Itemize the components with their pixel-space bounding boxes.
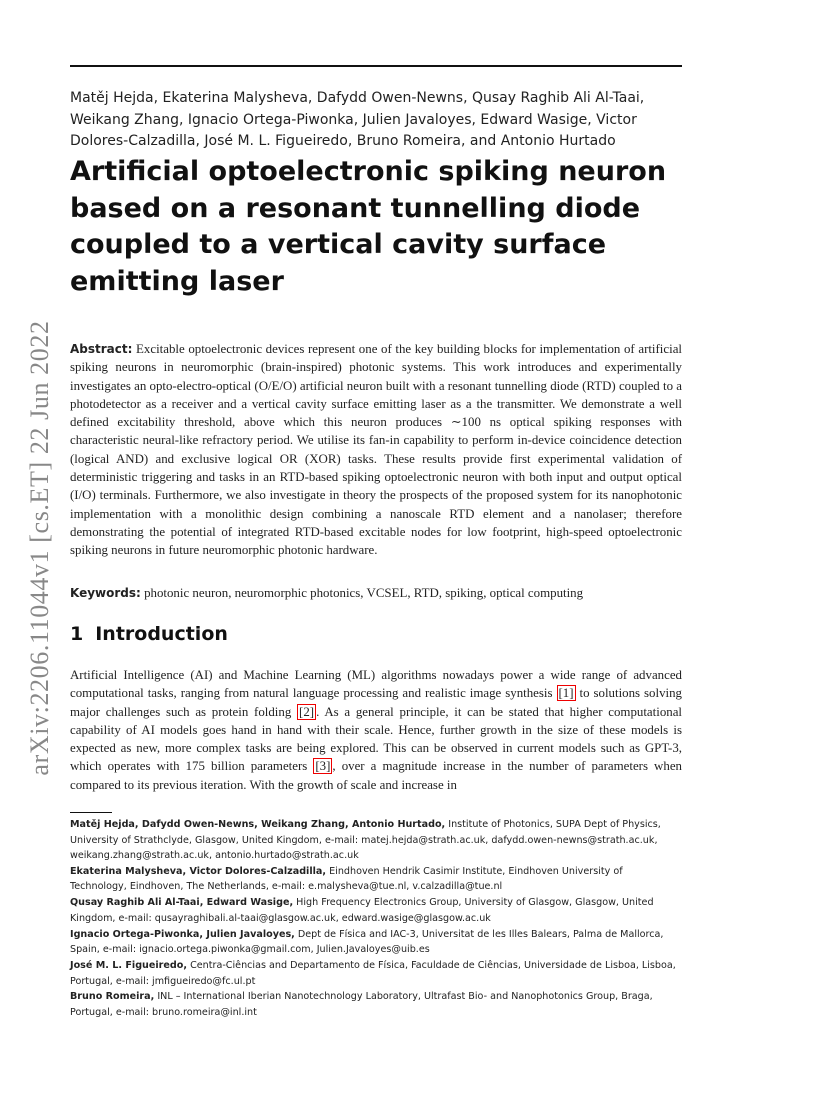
footnote-affiliation — [70, 927, 682, 958]
footnote-names: José M. L. Figueiredo, — [70, 960, 188, 972]
footnote-affiliation — [70, 864, 682, 895]
header-rule — [70, 65, 682, 67]
intro-text-4: , over a magnitude increase in the number of parameters when compared to its previous iteration. With the growth of scale and increase in — [70, 759, 682, 792]
citation-link-2[interactable]: [2] — [299, 704, 315, 719]
section-heading — [70, 623, 228, 645]
intro-text-2: to solutions solving major challenges such as protein folding — [70, 686, 682, 719]
footnote-rule — [70, 812, 112, 813]
paper-title: Artificial optoelectronic spiking neuron based on a resonant tunnelling diode coupled to a vertical cavity surface emitting laser — [70, 156, 667, 297]
intro-text-3: . As a general principle, it can be stated that higher computational capability of AI models goes hand in hand with their scale. Hence, further growth in the size of these models is expected as new, more complex tasks are being explored. This can be observed in current models such as GPT-3, which operates with 175 billion parameters — [70, 704, 683, 774]
keywords-label: Keywords: — [70, 586, 141, 600]
abstract-text: Excitable optoelectronic devices represent one of the key building blocks for implementation of artificial spiking neurons in neuromorphic (brain-inspired) photonic systems. This work introduces and experimentally investigates an opto-electro-optical (O/E/O) artificial neuron built with a resonant tunnelling diode (RTD) coupled to a photodetector as a receiver and a vertical cavity surface emitting laser as a the transmitter. We demonstrate a well defined excitability threshold, above which this neuron produces ∼100 ns optical spiking responses with characteristic neural-like refractory period. We utilise its fan-in capability to perform in-device coincidence detection (logical AND) and exclusive logical OR (XOR) tasks. These results provide first experimental validation of deterministic triggering and tasks in an RTD-based spiking optoelectronic neuron with both input and output optical (I/O) terminals. Furthermore, we also investigate in theory the prospects of the proposed system for its nanophotonic implementation with a monolithic design combining a nanoscale RTD element and a nanolaser; therefore demonstrating the potential of integrated RTD-based excitable nodes for low footprint, high-speed optoelectronic spiking neurons in future neuromorphic photonic hardware. — [70, 342, 682, 558]
section-number: 1 — [70, 623, 84, 645]
footnote-names: Matěj Hejda, Dafydd Owen-Newns, Weikang Zhang, Antonio Hurtado, — [70, 819, 446, 830]
footnote-text: Dept de Física and IAC-3, Universitat de les Illes Balears, Palma de Mallorca, Spain, e-mail: ignacio.ortega.piwonka@gmail.com, Julien.Javaloyes@uib.es — [70, 928, 664, 956]
intro-paragraph — [70, 666, 682, 794]
abstract-label: Abstract: — [70, 342, 133, 356]
citation-link-1[interactable]: [1] — [558, 686, 574, 701]
footnote-affiliation — [70, 895, 682, 926]
footnote-affiliation — [70, 958, 682, 989]
footnote-text: Eindhoven Hendrik Casimir Institute, Eindhoven University of Technology, Eindhoven, The Netherlands, e-mail: e.malysheva@tue.nl, v.calzadilla@tue.nl — [70, 865, 623, 893]
affiliations-footnotes — [70, 817, 682, 1021]
footnote-affiliation — [70, 817, 682, 864]
arxiv-identifier[interactable]: arXiv:2206.11044v1 [cs.ET] 22 Jun 2022 — [25, 320, 54, 776]
section-title: Introduction — [95, 623, 228, 645]
footnote-names: Ignacio Ortega-Piwonka, Julien Javaloyes, — [70, 928, 295, 940]
footnote-text: High Frequency Electronics Group, University of Glasgow, Glasgow, United Kingdom, e-mail: qusayraghibali.al-taai@glasgow.ac.uk, edward.wasige@glasgow.ac.uk — [70, 897, 654, 924]
keywords — [70, 584, 682, 602]
footnote-names: Bruno Romeira, — [70, 991, 155, 1003]
citation-link-3[interactable]: [3] — [315, 759, 331, 774]
footnote-text: INL – International Iberian Nanotechnology Laboratory, Ultrafast Bio- and Nanophotonics Group, Braga, Portugal, e-mail: bruno.romeira@inl.int — [70, 991, 653, 1018]
footnote-text: Centra-Ciências and Departamento de Física, Faculdade de Ciências, Universidade de Lisboa, Lisboa, Portugal, e-mail: jmfigueiredo@fc.ul.pt — [70, 960, 676, 987]
keywords-text: photonic neuron, neuromorphic photonics, VCSEL, RTD, spiking, optical computing — [144, 586, 584, 600]
footnote-text: Institute of Photonics, SUPA Dept of Physics, University of Strathclyde, Glasgow, United Kingdom, e-mail: matej.hejda@strath.ac.uk, dafydd.owen-newns@strath.ac.uk, weikang.zhang@strath.ac.uk, antonio.hurtado@strath.ac.uk — [70, 819, 661, 861]
footnote-names: Ekaterina Malysheva, Victor Dolores-Calzadilla, — [70, 865, 327, 877]
footnote-names: Qusay Raghib Ali Al-Taai, Edward Wasige, — [70, 897, 294, 909]
author-list: Matěj Hejda, Ekaterina Malysheva, Dafydd Owen-Newns, Qusay Raghib Ali Al-Taai, Weikang Zhang, Ignacio Ortega-Piwonka, Julien Javaloyes, Edward Wasige, Victor Dolores-Calzadilla, José M. L. Figueiredo, Bruno Romeira, and Antonio Hurtado — [70, 90, 645, 149]
intro-text-1: Artificial Intelligence (AI) and Machine Learning (ML) algorithms nowadays power a wide range of advanced computational tasks, ranging from natural language processing and realistic image synthesis — [70, 668, 682, 701]
footnote-affiliation — [70, 989, 682, 1020]
abstract — [70, 340, 682, 560]
